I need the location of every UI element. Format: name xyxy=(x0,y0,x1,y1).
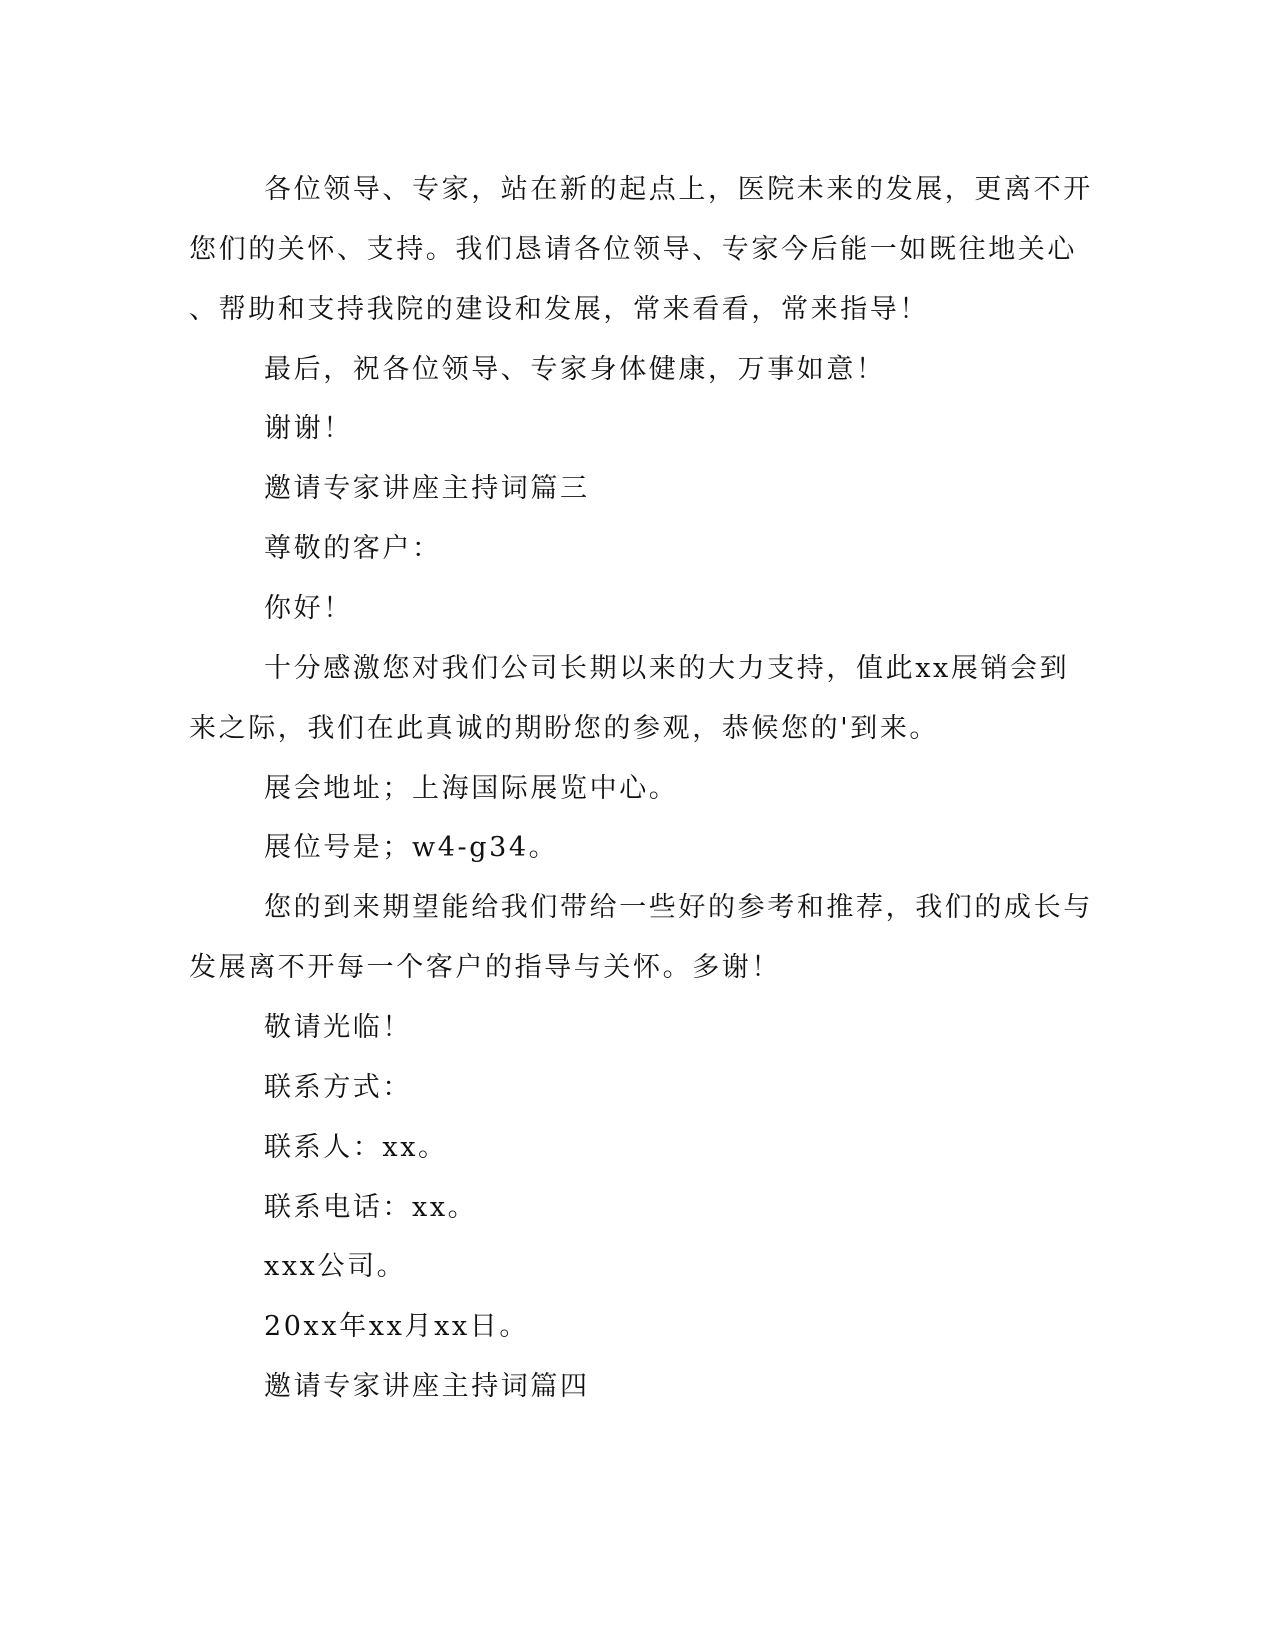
paragraph-line: 来之际，我们在此真诚的期盼您的参观，恭候您的'到来。 xyxy=(189,713,940,744)
paragraph-line: 展会地址；上海国际展览中心。 xyxy=(264,773,679,804)
paragraph-line: 十分感激您对我们公司长期以来的大力支持，值此xx展销会到 xyxy=(264,653,1070,684)
paragraph-line: 发展离不开每一个客户的指导与关怀。多谢！ xyxy=(189,952,781,983)
salutation-line: 尊敬的客户： xyxy=(264,533,442,564)
paragraph-line: 联系方式： xyxy=(264,1072,412,1103)
paragraph-line: 最后，祝各位领导、专家身体健康，万事如意！ xyxy=(264,354,886,385)
section-heading: 邀请专家讲座主持词篇四 xyxy=(264,1371,590,1402)
greeting-line: 你好！ xyxy=(264,593,353,624)
paragraph-line: 敬请光临！ xyxy=(264,1012,412,1043)
paragraph-line: 各位领导、专家，站在新的起点上，医院未来的发展，更离不开 xyxy=(264,174,1093,205)
contact-phone-line: 联系电话：xx。 xyxy=(264,1192,478,1223)
paragraph-line: 您的到来期望能给我们带给一些好的参考和推荐，我们的成长与 xyxy=(264,892,1093,923)
paragraph-line: 、帮助和支持我院的建设和发展，常来看看，常来指导！ xyxy=(189,294,929,325)
paragraph-line: 谢谢！ xyxy=(264,413,353,444)
paragraph-line: 您们的关怀、支持。我们恳请各位领导、专家今后能一如既往地关心 xyxy=(189,234,1077,265)
paragraph-line: 展位号是；w4-g34。 xyxy=(264,832,559,863)
contact-person-line: 联系人：xx。 xyxy=(264,1132,448,1163)
section-heading: 邀请专家讲座主持词篇三 xyxy=(264,473,590,504)
date-line: 20xx年xx月xx日。 xyxy=(264,1311,529,1342)
company-line: xxx公司。 xyxy=(264,1251,407,1282)
